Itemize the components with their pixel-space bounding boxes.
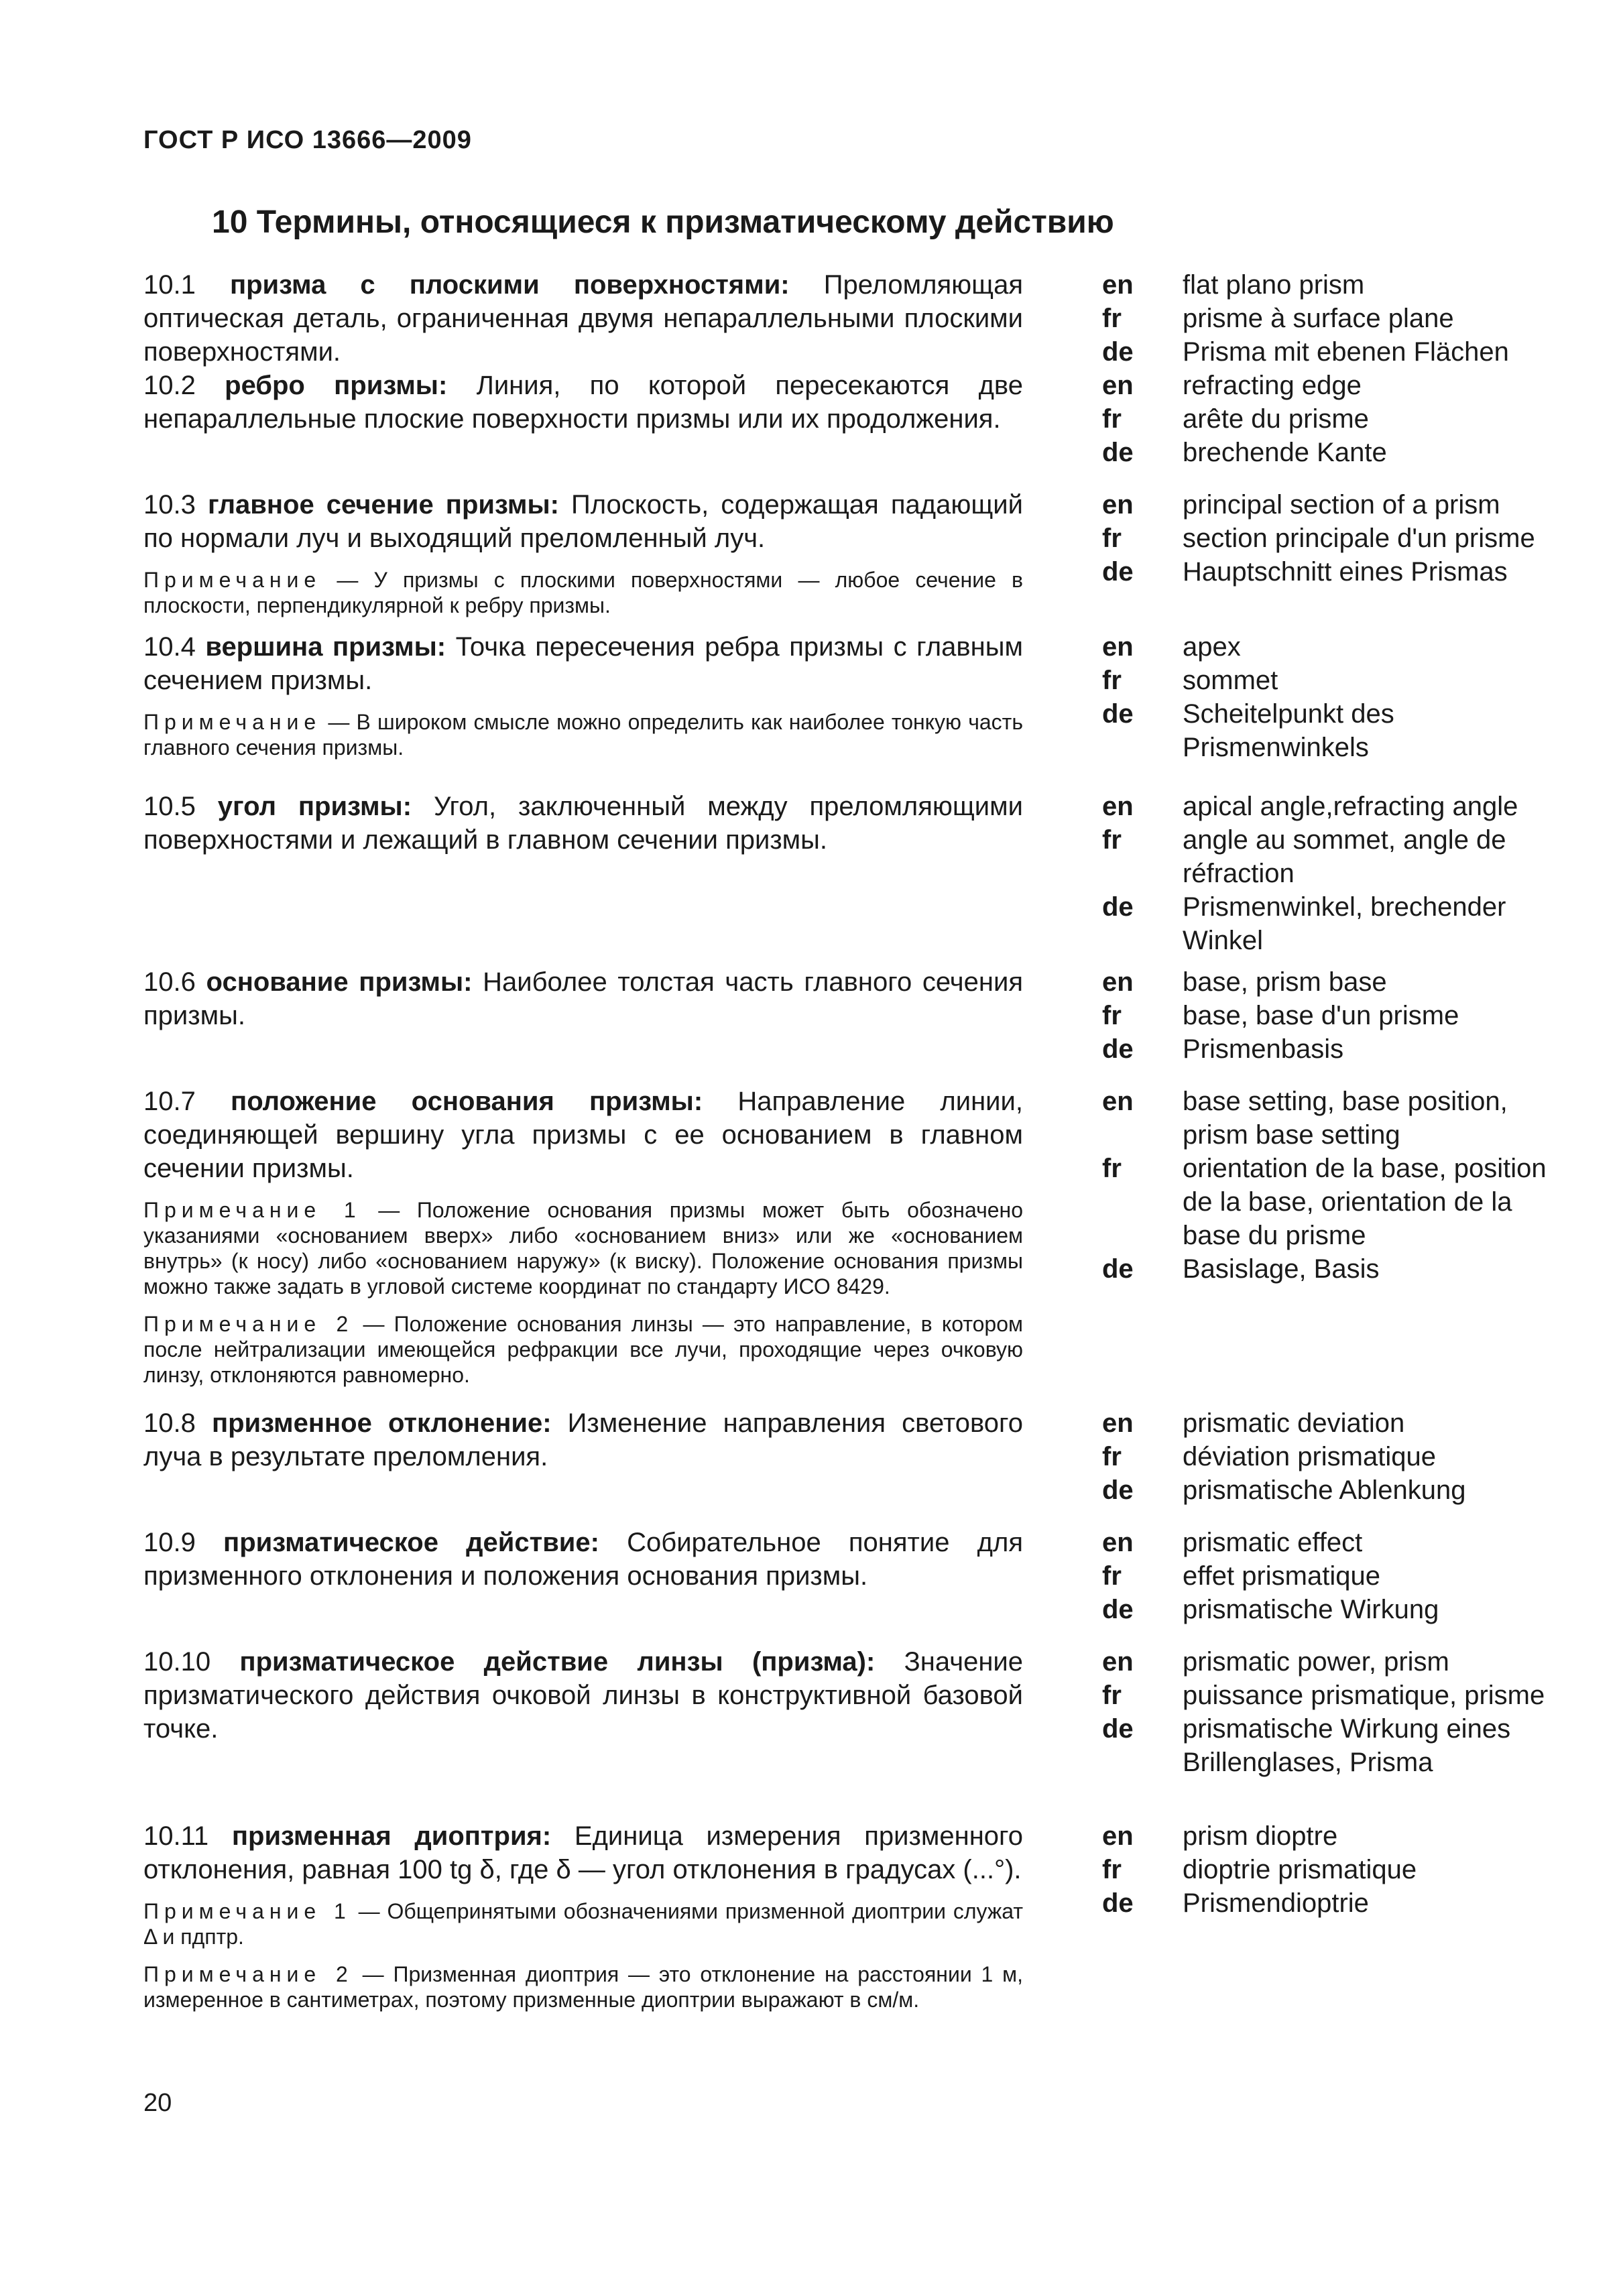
translated-term: prismatische Ablenkung bbox=[1183, 1475, 1466, 1505]
term-name: призменная диоптрия: bbox=[231, 1821, 552, 1851]
term-definition-column bbox=[143, 369, 1023, 436]
translated-term: apical angle,refracting angle bbox=[1183, 792, 1518, 821]
translated-term: prismatic power, prism bbox=[1183, 1647, 1449, 1677]
term-definition: Линия, по которой пересекаются две непараллельные плоские поверхности призмы или их продолжения. bbox=[143, 371, 1023, 434]
term-number: 10.1 bbox=[143, 270, 196, 300]
translated-term: principal section of a prism bbox=[1183, 490, 1500, 520]
note-text: — В широком смысле можно определить как наиболее тонкую часть главного сечения призмы. bbox=[143, 710, 1023, 760]
language-code: en bbox=[1102, 792, 1134, 821]
translations-column bbox=[1102, 369, 1571, 469]
translated-term: base, base d'un prisme bbox=[1183, 1001, 1459, 1030]
translated-term: prisme à surface plane bbox=[1183, 304, 1454, 333]
term-paragraph bbox=[143, 965, 1023, 1032]
language-code: en bbox=[1102, 1647, 1134, 1677]
term-entry bbox=[143, 630, 1565, 764]
term-name: призма с плоскими поверхностями: bbox=[229, 270, 790, 300]
term-number: 10.6 bbox=[143, 967, 196, 997]
language-code: fr bbox=[1102, 524, 1122, 553]
term-entry bbox=[143, 268, 1565, 369]
term-paragraph bbox=[143, 1085, 1023, 1185]
translated-term: prismatic effect bbox=[1183, 1528, 1363, 1557]
translation-row bbox=[1102, 1152, 1571, 1252]
language-code: de bbox=[1102, 1034, 1134, 1064]
translation-row bbox=[1102, 965, 1571, 999]
translated-term: brechende Kante bbox=[1183, 438, 1387, 467]
note-text: — Призменная диоптрия — это отклонение на расстоянии 1 м, измеренное в сантиметрах, поэтому призменные диоптрии выражают в см/м. bbox=[143, 1962, 1024, 2012]
term-definition: Собирательное понятие для призменного отклонения и положения основания призмы. bbox=[143, 1528, 1023, 1591]
translation-row bbox=[1102, 697, 1571, 764]
language-code: en bbox=[1102, 967, 1134, 997]
translated-term: refracting edge bbox=[1183, 371, 1362, 400]
term-paragraph bbox=[143, 1645, 1023, 1746]
term-paragraph bbox=[143, 268, 1023, 369]
term-name: призматическое действие линзы (призма): bbox=[239, 1647, 876, 1677]
term-definition: Плоскость, содержащая падающий по нормали луч и выходящий преломленный луч. bbox=[143, 490, 1023, 553]
term-note bbox=[143, 1898, 1023, 1949]
translated-term: base, prism base bbox=[1183, 967, 1387, 997]
term-definition-column bbox=[143, 488, 1023, 618]
language-code: en bbox=[1102, 1821, 1134, 1851]
language-code: en bbox=[1102, 490, 1134, 520]
note-label: Примечание 1 bbox=[143, 1899, 351, 1923]
translation-row bbox=[1102, 555, 1571, 589]
language-code: fr bbox=[1102, 1442, 1122, 1471]
term-definition: Угол, заключенный между преломляющими поверхностями и лежащий в главном сечении призмы. bbox=[143, 792, 1023, 855]
translated-term: Hauptschnitt eines Prismas bbox=[1183, 557, 1508, 587]
language-code: fr bbox=[1102, 1855, 1122, 1884]
term-number: 10.11 bbox=[143, 1821, 209, 1851]
language-code: en bbox=[1102, 1528, 1134, 1557]
translation-row bbox=[1102, 1819, 1571, 1853]
term-name: угол призмы: bbox=[217, 792, 412, 821]
translation-row bbox=[1102, 664, 1571, 697]
language-code: fr bbox=[1102, 825, 1122, 855]
translated-term: prismatic deviation bbox=[1183, 1408, 1405, 1438]
translations-column bbox=[1102, 1645, 1571, 1779]
translation-row bbox=[1102, 302, 1571, 335]
term-entry bbox=[143, 488, 1565, 618]
term-note bbox=[143, 1311, 1023, 1388]
term-definition: Направление линии, соединяющей вершину угла призмы с ее основанием в главном сечении призмы. bbox=[143, 1087, 1023, 1183]
language-code: de bbox=[1102, 1595, 1134, 1624]
note-label: Примечание 2 bbox=[143, 1962, 353, 1986]
translated-term: base setting, base position, prism base setting bbox=[1183, 1087, 1508, 1150]
term-paragraph bbox=[143, 488, 1023, 555]
translation-row bbox=[1102, 999, 1571, 1032]
translated-term: Prisma mit ebenen Flächen bbox=[1183, 337, 1509, 367]
translations-column bbox=[1102, 630, 1571, 764]
translation-row bbox=[1102, 630, 1571, 664]
translated-term: déviation prismatique bbox=[1183, 1442, 1436, 1471]
language-code: de bbox=[1102, 557, 1134, 587]
term-entry bbox=[143, 790, 1565, 957]
note-text: — Положение основания призмы может быть обозначено указаниями «основанием вверх» либо «основанием вниз» или же «основанием внутрь» (к носу) либо «основанием наружу» (к виску). Положение основания призмы можно также задать в угловой системе координат по стандарту ИСО 8429. bbox=[143, 1198, 1024, 1298]
term-definition-column bbox=[143, 1406, 1023, 1473]
term-number: 10.4 bbox=[143, 632, 196, 662]
term-number: 10.8 bbox=[143, 1408, 196, 1438]
note-text: — Общепринятыми обозначениями призменной диоптрии служат Δ и пдптр. bbox=[143, 1899, 1024, 1949]
translated-term: Basislage, Basis bbox=[1183, 1254, 1380, 1284]
term-number: 10.9 bbox=[143, 1528, 196, 1557]
term-definition-column bbox=[143, 790, 1023, 857]
term-note bbox=[143, 1197, 1023, 1299]
term-entry bbox=[143, 1645, 1565, 1779]
translation-row bbox=[1102, 436, 1571, 469]
language-code: en bbox=[1102, 632, 1134, 662]
translated-term: arête du prisme bbox=[1183, 404, 1369, 434]
translated-term: puissance prismatique, prisme bbox=[1183, 1681, 1545, 1710]
translation-row bbox=[1102, 1593, 1571, 1626]
translation-row bbox=[1102, 1886, 1571, 1920]
page-number: 20 bbox=[143, 2089, 172, 2117]
term-definition: Наиболее толстая часть главного сечения призмы. bbox=[143, 967, 1023, 1030]
translated-term: sommet bbox=[1183, 666, 1278, 695]
term-paragraph bbox=[143, 1406, 1023, 1473]
translation-row bbox=[1102, 790, 1571, 823]
translated-term: apex bbox=[1183, 632, 1241, 662]
term-definition: Точка пересечения ребра призмы с главным сечением призмы. bbox=[143, 632, 1023, 695]
term-entry bbox=[143, 965, 1565, 1066]
translated-term: prismatische Wirkung eines Brillenglases, Prisma bbox=[1183, 1714, 1511, 1777]
translated-term: prism dioptre bbox=[1183, 1821, 1338, 1851]
translation-row bbox=[1102, 335, 1571, 369]
term-name: ребро призмы: bbox=[225, 371, 448, 400]
term-definition-column bbox=[143, 1819, 1023, 2012]
term-note bbox=[143, 567, 1023, 618]
translated-term: Scheitelpunkt des Prismenwinkels bbox=[1183, 699, 1394, 762]
section-title: 10 Термины, относящиеся к призматическому действию bbox=[212, 204, 1114, 240]
note-text: — Положение основания линзы — это направление, в котором после нейтрализации имеющейся рефракции все лучи, проходящие через очковую линзу, отклоняются равномерно. bbox=[143, 1312, 1023, 1387]
translation-row bbox=[1102, 1645, 1571, 1679]
translation-row bbox=[1102, 1473, 1571, 1507]
term-entry bbox=[143, 1526, 1565, 1626]
language-code: en bbox=[1102, 1087, 1134, 1116]
term-definition-column bbox=[143, 630, 1023, 760]
translated-term: Prismendioptrie bbox=[1183, 1888, 1369, 1918]
translation-row bbox=[1102, 1440, 1571, 1473]
language-code: de bbox=[1102, 1888, 1134, 1918]
term-entry bbox=[143, 1406, 1565, 1507]
document-header: ГОСТ Р ИСО 13666—2009 bbox=[143, 126, 472, 154]
translation-row bbox=[1102, 1712, 1571, 1779]
term-definition: Единица измерения призменного отклонения, равная 100 tg δ, где δ — угол отклонения в градусах (...°). bbox=[143, 1821, 1023, 1884]
note-text: — У призмы с плоскими поверхностями — любое сечение в плоскости, перпендикулярной к ребру призмы. bbox=[143, 568, 1023, 617]
translations-column bbox=[1102, 1085, 1571, 1286]
language-code: de bbox=[1102, 1254, 1134, 1284]
translations-column bbox=[1102, 488, 1571, 589]
translated-term: orientation de la base, position de la base, orientation de la base du prisme bbox=[1183, 1154, 1547, 1250]
term-name: положение основания призмы: bbox=[231, 1087, 703, 1116]
language-code: de bbox=[1102, 337, 1134, 367]
note-label: Примечание 2 bbox=[143, 1312, 354, 1336]
term-definition-column bbox=[143, 965, 1023, 1032]
translated-term: Prismenbasis bbox=[1183, 1034, 1344, 1064]
language-code: fr bbox=[1102, 1681, 1122, 1710]
term-number: 10.10 bbox=[143, 1647, 211, 1677]
term-definition: Изменение направления светового луча в результате преломления. bbox=[143, 1408, 1023, 1471]
language-code: fr bbox=[1102, 404, 1122, 434]
translations-column bbox=[1102, 1819, 1571, 1920]
term-number: 10.7 bbox=[143, 1087, 196, 1116]
note-label: Примечание 1 bbox=[143, 1198, 361, 1222]
translations-column bbox=[1102, 268, 1571, 369]
translated-term: section principale d'un prisme bbox=[1183, 524, 1535, 553]
language-code: fr bbox=[1102, 1001, 1122, 1030]
term-number: 10.5 bbox=[143, 792, 196, 821]
term-entry bbox=[143, 369, 1565, 469]
term-name: главное сечение призмы: bbox=[207, 490, 559, 520]
term-name: основание призмы: bbox=[206, 967, 473, 997]
translations-column bbox=[1102, 1526, 1571, 1626]
translation-row bbox=[1102, 1032, 1571, 1066]
translations-column bbox=[1102, 790, 1571, 957]
translations-column bbox=[1102, 1406, 1571, 1507]
translation-row bbox=[1102, 268, 1571, 302]
term-entry bbox=[143, 1819, 1565, 2012]
note-label: Примечание bbox=[143, 568, 322, 592]
translation-row bbox=[1102, 1679, 1571, 1712]
translated-term: effet prismatique bbox=[1183, 1561, 1380, 1591]
term-definition-column bbox=[143, 1645, 1023, 1746]
term-entry bbox=[143, 1085, 1565, 1388]
terms-body bbox=[143, 268, 1565, 2012]
translation-row bbox=[1102, 1853, 1571, 1886]
term-note bbox=[143, 1961, 1023, 2012]
translation-row bbox=[1102, 402, 1571, 436]
term-name: призматическое действие: bbox=[223, 1528, 599, 1557]
language-code: en bbox=[1102, 371, 1134, 400]
translation-row bbox=[1102, 1406, 1571, 1440]
translated-term: flat plano prism bbox=[1183, 270, 1365, 300]
translation-row bbox=[1102, 1526, 1571, 1559]
translated-term: prismatische Wirkung bbox=[1183, 1595, 1439, 1624]
translation-row bbox=[1102, 890, 1571, 957]
language-code: de bbox=[1102, 1714, 1134, 1744]
term-definition-column bbox=[143, 1085, 1023, 1388]
translations-column bbox=[1102, 965, 1571, 1066]
term-definition-column bbox=[143, 268, 1023, 369]
translated-term: dioptrie prismatique bbox=[1183, 1855, 1417, 1884]
translated-term: Prismenwinkel, brechender Winkel bbox=[1183, 892, 1506, 955]
language-code: fr bbox=[1102, 1561, 1122, 1591]
language-code: fr bbox=[1102, 666, 1122, 695]
translation-row bbox=[1102, 369, 1571, 402]
translated-term: angle au sommet, angle de réfraction bbox=[1183, 825, 1506, 888]
term-paragraph bbox=[143, 1526, 1023, 1593]
term-definition: Значение призматического действия очковой линзы в конструктивной базовой точке. bbox=[143, 1647, 1023, 1744]
term-definition: Преломляющая оптическая деталь, ограниченная двумя непараллельными плоскими поверхностями. bbox=[143, 270, 1023, 367]
term-paragraph bbox=[143, 1819, 1023, 1886]
term-name: призменное отклонение: bbox=[211, 1408, 552, 1438]
language-code: de bbox=[1102, 1475, 1134, 1505]
translation-row bbox=[1102, 823, 1571, 890]
language-code: de bbox=[1102, 699, 1134, 729]
term-number: 10.3 bbox=[143, 490, 196, 520]
language-code: en bbox=[1102, 270, 1134, 300]
note-label: Примечание bbox=[143, 710, 322, 734]
term-definition-column bbox=[143, 1526, 1023, 1593]
term-number: 10.2 bbox=[143, 371, 196, 400]
translation-row bbox=[1102, 1252, 1571, 1286]
translation-row bbox=[1102, 1085, 1571, 1152]
translation-row bbox=[1102, 522, 1571, 555]
term-name: вершина призмы: bbox=[205, 632, 446, 662]
language-code: de bbox=[1102, 438, 1134, 467]
language-code: fr bbox=[1102, 1154, 1122, 1183]
term-paragraph bbox=[143, 369, 1023, 436]
term-note bbox=[143, 709, 1023, 760]
translation-row bbox=[1102, 488, 1571, 522]
term-paragraph bbox=[143, 790, 1023, 857]
language-code: fr bbox=[1102, 304, 1122, 333]
term-paragraph bbox=[143, 630, 1023, 697]
language-code: de bbox=[1102, 892, 1134, 922]
language-code: en bbox=[1102, 1408, 1134, 1438]
translation-row bbox=[1102, 1559, 1571, 1593]
